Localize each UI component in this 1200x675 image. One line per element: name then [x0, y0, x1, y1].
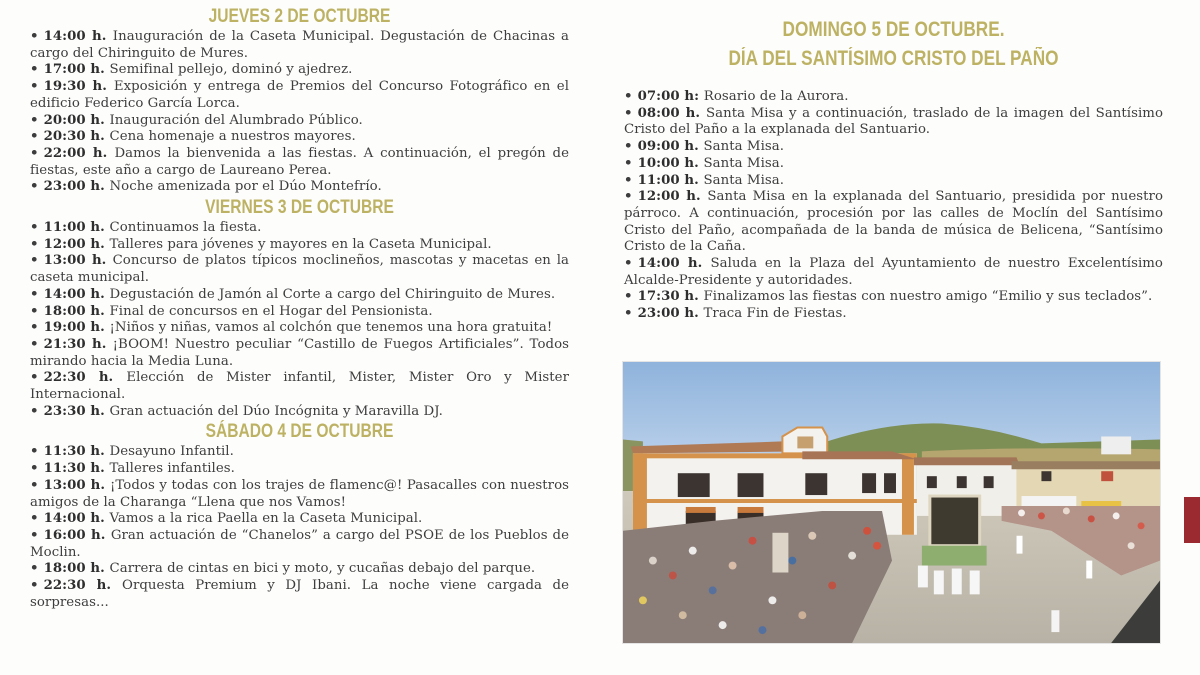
bullet-icon: • — [30, 253, 39, 269]
event-item — [30, 237, 569, 254]
event-time: 13:00 h. — [43, 253, 107, 269]
event-item — [30, 79, 569, 112]
bullet-icon: • — [30, 236, 39, 252]
bullet-icon: • — [30, 112, 39, 128]
side-tab-marker — [1184, 497, 1200, 543]
event-time: 08:00 h. — [637, 105, 701, 121]
event-time: 14:00 h. — [43, 29, 107, 44]
day-title-sunday — [624, 15, 1163, 73]
event-time: 12:00 h. — [43, 236, 105, 252]
day-title-friday: VIERNES 3 DE OCTUBRE — [205, 197, 394, 219]
event-text: Saluda en la Plaza del Ayuntamiento de nuestro Excelentísimo Alcalde-Presidente y autoridades. — [624, 256, 1163, 288]
day-title-saturday: SÁBADO 4 DE OCTUBRE — [205, 421, 394, 443]
event-text: Orquesta Premium y DJ Ibani. La noche viene cargada de sorpresas... — [30, 578, 569, 610]
event-time: 22:30 h. — [43, 578, 112, 594]
left-column — [30, 0, 569, 612]
bullet-icon: • — [30, 477, 39, 493]
bullet-icon: • — [30, 179, 39, 195]
event-item — [624, 139, 1163, 156]
event-item — [30, 220, 569, 237]
event-item — [624, 306, 1163, 323]
event-text: Exposición y entrega de Premios del Concurso Fotográfico en el edificio Federico García Lorca. — [30, 79, 569, 111]
right-column — [624, 0, 1163, 323]
event-item — [624, 289, 1163, 306]
bullet-icon: • — [624, 139, 633, 155]
bullet-icon: • — [30, 578, 39, 594]
event-item — [30, 461, 569, 478]
event-time: 12:00 h. — [637, 189, 701, 205]
event-item — [30, 511, 569, 528]
event-text: Semifinal pellejo, dominó y ajedrez. — [109, 62, 353, 78]
bullet-icon: • — [30, 29, 39, 44]
event-text: Elección de Mister infantil, Mister, Mister Oro y Mister Internacional. — [30, 370, 569, 403]
event-text: Cena homenaje a nuestros mayores. — [109, 129, 356, 145]
event-text: Santa Misa. — [703, 139, 784, 155]
event-item — [30, 129, 569, 146]
event-item — [30, 287, 569, 304]
event-text: Traca Fin de Fiestas. — [703, 306, 847, 322]
event-item — [30, 146, 569, 179]
event-item — [30, 370, 569, 403]
day-title-thursday: JUEVES 2 DE OCTUBRE — [208, 6, 391, 27]
event-time: 23:00 h. — [637, 306, 699, 322]
event-time: 14:00 h. — [43, 286, 105, 302]
event-time: 21:30 h. — [43, 336, 107, 352]
event-text: Gran actuación de “Chanelos” a cargo del PSOE de los Pueblos de Moclin. — [30, 527, 570, 560]
event-text: Vamos a la rica Paella en la Caseta Municipal. — [109, 511, 423, 527]
event-text: Continuamos la fiesta. — [109, 220, 262, 236]
event-item — [30, 304, 569, 321]
procession-photo-illustration — [623, 362, 1160, 643]
bullet-icon: • — [624, 155, 633, 171]
event-text: Santa Misa en la explanada del Santuario, presidida por nuestro párroco. A continuación, procesión por las calles de Moclín del Santísimo Cristo del Paño, acompañada de la banda de música de Belicena, “Santísimo Cristo de la Caña. — [624, 189, 1164, 255]
event-time: 09:00 h. — [637, 139, 699, 155]
event-time: 23:00 h. — [43, 179, 105, 195]
event-time: 22:30 h. — [43, 370, 114, 386]
event-item — [30, 478, 569, 511]
bullet-icon: • — [624, 289, 633, 305]
event-text: Santa Misa. — [703, 172, 784, 188]
event-text: Concurso de platos típicos moclineños, mascotas y macetas en la caseta municipal. — [30, 253, 569, 286]
event-text: Santa Misa. — [703, 155, 784, 171]
bullet-icon: • — [30, 79, 39, 95]
event-list-saturday — [30, 444, 569, 611]
event-text: Talleres infantiles. — [109, 461, 235, 477]
bullet-icon: • — [30, 145, 39, 161]
event-text: Desayuno Infantil. — [109, 444, 234, 460]
event-item — [624, 189, 1163, 256]
event-text: Degustación de Jamón al Corte a cargo del Chiringuito de Mures. — [109, 286, 556, 302]
event-time: 19:00 h. — [43, 320, 105, 336]
event-text: Carrera de cintas en bici y moto, y cucañas debajo del parque. — [109, 561, 536, 577]
event-list-sunday — [624, 89, 1163, 323]
day-title-sunday-line2: DÍA DEL SANTÍSIMO CRISTO DEL PAÑO — [728, 47, 1059, 70]
event-item — [30, 179, 569, 196]
event-text: ¡BOOM! Nuestro peculiar “Castillo de Fuegos Artificiales”. Todos mirando hacia la Media Luna. — [30, 336, 569, 369]
bullet-icon: • — [30, 286, 39, 302]
event-item — [30, 528, 569, 561]
bullet-icon: • — [624, 189, 633, 205]
event-text: ¡Todos y todas con los trajes de flamenc@! Pasacalles con nuestros amigos de la Charanga “Llena que nos Vamos! — [30, 477, 569, 510]
event-item — [624, 173, 1163, 190]
bullet-icon: • — [30, 370, 39, 386]
event-time: 16:00 h. — [43, 527, 106, 543]
bullet-icon: • — [30, 336, 39, 352]
event-list-thursday — [30, 29, 569, 196]
event-item — [30, 444, 569, 461]
event-item — [30, 29, 569, 62]
event-text: Inauguración del Alumbrado Público. — [109, 112, 363, 128]
event-time: 19:30 h. — [43, 79, 107, 95]
event-item — [30, 253, 569, 286]
event-time: 22:00 h. — [43, 145, 108, 161]
event-time: 20:00 h. — [43, 112, 105, 128]
event-item — [624, 89, 1163, 106]
bullet-icon: • — [30, 62, 39, 78]
bullet-icon: • — [30, 511, 39, 527]
event-time: 11:30 h. — [43, 444, 105, 460]
bullet-icon: • — [624, 89, 633, 104]
event-time: 14:00 h. — [637, 256, 703, 272]
bullet-icon: • — [30, 561, 39, 577]
event-text: Inauguración de la Caseta Municipal. Degustación de Chacinas a cargo del Chiringuito de Mures. — [30, 29, 569, 61]
event-item — [30, 578, 569, 611]
bullet-icon: • — [30, 220, 39, 236]
event-time: 23:30 h. — [43, 403, 105, 419]
event-text: Gran actuación del Dúo Incógnita y Maravilla DJ. — [109, 403, 443, 419]
event-text: Santa Misa y a continuación, traslado de la imagen del Santísimo Cristo del Paño a la explanada del Santuario. — [624, 105, 1163, 138]
event-time: 17:30 h. — [637, 289, 699, 305]
bullet-icon: • — [30, 129, 39, 145]
bullet-icon: • — [30, 403, 39, 419]
event-item — [30, 62, 569, 79]
event-text: ¡Niños y niñas, vamos al colchón que tenemos una hora gratuita! — [109, 320, 553, 336]
event-time: 11:00 h. — [43, 220, 105, 236]
bullet-icon: • — [624, 306, 633, 322]
procession-photo — [622, 361, 1161, 644]
bullet-icon: • — [30, 320, 39, 336]
event-time: 18:00 h. — [43, 561, 105, 577]
event-item — [30, 113, 569, 130]
bullet-icon: • — [624, 172, 633, 188]
event-text: Rosario de la Aurora. — [703, 89, 849, 104]
event-item — [30, 337, 569, 370]
event-time: 10:00 h. — [637, 155, 699, 171]
event-time: 11:30 h. — [43, 461, 105, 477]
bullet-icon: • — [30, 527, 39, 543]
event-text: Damos la bienvenida a las fiestas. A continuación, el pregón de fiestas, este año a cargo de Laureano Perea. — [30, 145, 569, 178]
event-time: 07:00 h: — [637, 89, 700, 104]
event-item — [30, 320, 569, 337]
bullet-icon: • — [624, 105, 633, 121]
event-item — [30, 561, 569, 578]
event-text: Final de concursos en el Hogar del Pensionista. — [109, 303, 433, 319]
day-title-sunday-line1: DOMINGO 5 DE OCTUBRE. — [782, 18, 1005, 41]
event-text: Finalizamos las fiestas con nuestro amigo “Emilio y sus teclados”. — [703, 289, 1153, 305]
event-time: 20:30 h. — [43, 129, 105, 145]
event-text: Talleres para jóvenes y mayores en la Caseta Municipal. — [109, 236, 492, 252]
bullet-icon: • — [624, 256, 633, 272]
bullet-icon: • — [30, 461, 39, 477]
event-item — [30, 404, 569, 421]
event-item — [624, 156, 1163, 173]
event-time: 18:00 h. — [43, 303, 105, 319]
bullet-icon: • — [30, 444, 39, 460]
event-list-friday — [30, 220, 569, 420]
event-time: 13:00 h. — [43, 477, 106, 493]
event-item — [624, 106, 1163, 139]
event-time: 17:00 h. — [43, 62, 105, 78]
bullet-icon: • — [30, 303, 39, 319]
event-time: 11:00 h. — [637, 172, 699, 188]
event-time: 14:00 h. — [43, 511, 105, 527]
event-item — [624, 256, 1163, 289]
event-text: Noche amenizada por el Dúo Montefrío. — [109, 179, 382, 195]
